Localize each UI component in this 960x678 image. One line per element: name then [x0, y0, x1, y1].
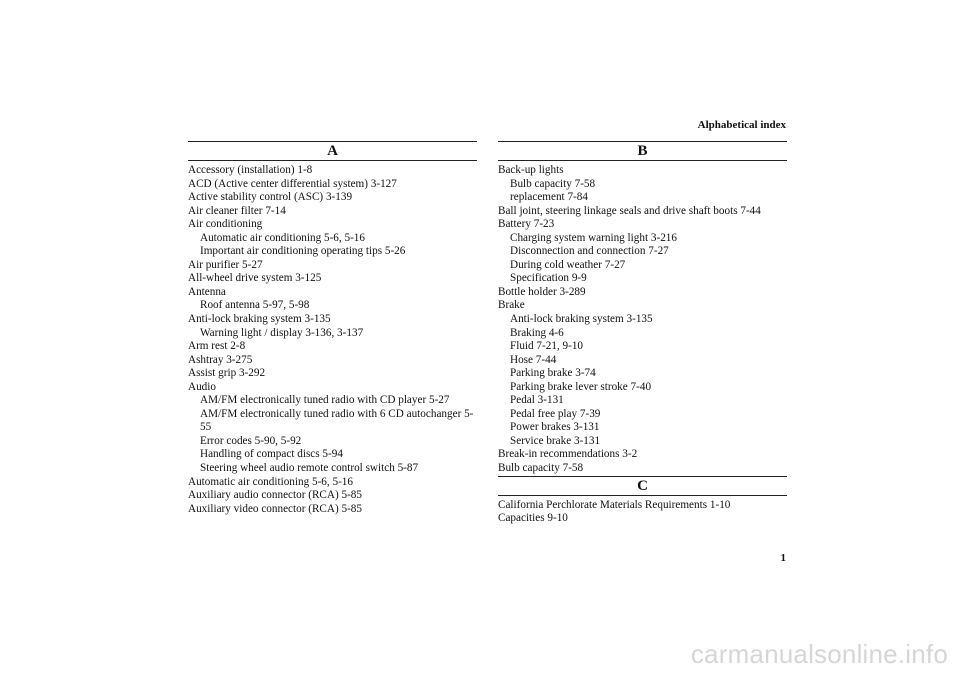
index-subentry: Specification 9-9	[510, 272, 587, 285]
index-subentry: Pedal free play 7-39	[510, 407, 601, 420]
index-entry: Auxiliary audio connector (RCA) 5-85	[188, 489, 362, 502]
section-a-entries	[188, 164, 477, 516]
section-b-entries	[498, 164, 787, 476]
section-c-entries	[498, 499, 787, 526]
index-entry: Ashtray 3-275	[188, 353, 253, 366]
section-heading-a: A	[188, 141, 477, 161]
index-subentry: Pedal 3-131	[510, 394, 564, 407]
section-heading-c: C	[498, 476, 787, 496]
index-subentry: Power brakes 3-131	[510, 421, 600, 434]
index-entry: Bottle holder 3-289	[498, 285, 586, 298]
index-entry: Air cleaner filter 7-14	[188, 204, 286, 217]
index-subentry: Disconnection and connection 7-27	[510, 245, 669, 258]
index-subentry: Handling of compact discs 5-94	[200, 448, 343, 461]
index-entry: Break-in recommendations 3-2	[498, 448, 638, 461]
section-heading-b: B	[498, 141, 787, 161]
index-entry: Ball joint, steering linkage seals and drive shaft boots 7-44	[498, 204, 761, 217]
index-entry: Arm rest 2-8	[188, 340, 246, 353]
index-entry: Anti-lock braking system 3-135	[188, 313, 331, 326]
index-column-right	[498, 141, 787, 526]
index-entry: Auxiliary video connector (RCA) 5-85	[188, 502, 362, 515]
index-entry: All-wheel drive system 3-125	[188, 272, 322, 285]
index-subentry: Parking brake lever stroke 7-40	[510, 380, 652, 393]
index-subentry: Roof antenna 5-97, 5-98	[200, 299, 310, 312]
index-subentry: replacement 7-84	[510, 191, 588, 204]
index-subentry: Charging system warning light 3-216	[510, 231, 677, 244]
index-subentry: Warning light / display 3-136, 3-137	[200, 326, 364, 339]
index-entry: Accessory (installation) 1-8	[188, 164, 313, 176]
index-entry: Brake	[498, 299, 525, 312]
index-subentry: Service brake 3-131	[510, 434, 601, 447]
index-entry: Antenna	[188, 285, 226, 298]
index-entry: Automatic air conditioning 5-6, 5-16	[188, 475, 353, 488]
index-subentry: AM/FM electronically tuned radio with CD player 5-27	[200, 394, 450, 407]
index-entry: Active stability control (ASC) 3-139	[188, 191, 353, 204]
index-subentry: Bulb capacity 7-58	[510, 177, 596, 190]
index-entry: Back-up lights	[498, 164, 564, 176]
index-entry: Air purifier 5-27	[188, 258, 263, 271]
index-entry: Capacities 9-10	[498, 512, 568, 525]
index-column-left	[188, 141, 477, 516]
page-number: 1	[780, 552, 786, 564]
index-subentry: Error codes 5-90, 5-92	[200, 434, 302, 447]
index-subentry: 55	[200, 421, 212, 434]
index-entry: Audio	[188, 380, 216, 393]
index-subentry: Hose 7-44	[510, 353, 557, 366]
index-entry: Assist grip 3-292	[188, 367, 266, 380]
index-subentry: Important air conditioning operating tips 5-26	[200, 245, 406, 258]
index-subentry: Anti-lock braking system 3-135	[510, 313, 653, 326]
index-subentry: During cold weather 7-27	[510, 258, 626, 271]
index-subentry: Braking 4-6	[510, 326, 564, 339]
index-subentry: Automatic air conditioning 5-6, 5-16	[200, 231, 365, 244]
index-entry: Battery 7-23	[498, 218, 555, 231]
index-subentry: Parking brake 3-74	[510, 367, 596, 380]
index-entry: Bulb capacity 7-58	[498, 462, 584, 475]
index-subentry: Steering wheel audio remote control switch 5-87	[200, 462, 419, 475]
page-header-title: Alphabetical index	[697, 119, 786, 131]
index-entry: Air conditioning	[188, 218, 263, 231]
index-entry: California Perchlorate Materials Requirements 1-10	[498, 498, 731, 511]
index-entry: ACD (Active center differential system) 3-127	[188, 177, 397, 190]
index-subentry: Fluid 7-21, 9-10	[510, 340, 584, 353]
index-subentry: AM/FM electronically tuned radio with 6 CD autochanger 5-	[200, 407, 474, 420]
watermark-text: carmanualsonline.info	[690, 639, 948, 669]
